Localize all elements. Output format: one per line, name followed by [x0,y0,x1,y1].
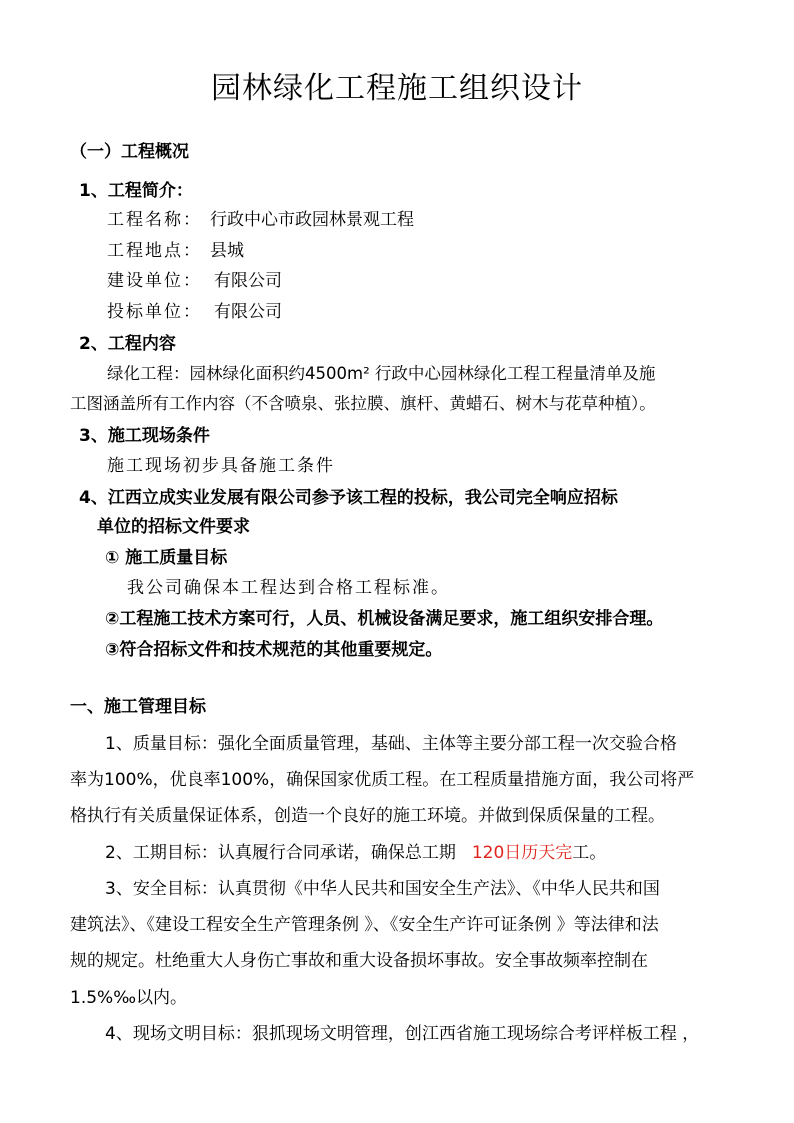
safety-target-line-3: 规的规定。杜绝重大人身伤亡事故和重大设备损坏事故。安全事故频率控制在 [70,951,648,971]
quality-target-line-1: 1、质量目标：强化全面质量管理，基础、主体等主要分部工程一次交验合格 [105,734,677,754]
schedule-duration: 120日历天完 [471,843,573,863]
bidder-row [107,304,282,321]
schedule-target [105,845,606,862]
client-label: 建设单位： [107,271,202,291]
quality-target-line-3: 格执行有关质量保证体系，创造一个良好的施工环境。并做到保质保量的工程。 [70,806,665,826]
project-name-row [107,212,414,229]
client-value: 有限公司 [214,271,282,291]
goals-heading: 一、施工管理目标 [70,697,206,717]
client-row [107,273,282,290]
section-4-line-2: 单位的招标文件要求 [97,517,250,537]
quality-target-line-2: 率为100%，优良率100%，确保国家优质工程。在工程质量措施方面，我公司将严 [70,770,695,790]
civil-target-line-1: 4、现场文明目标：狠抓现场文明管理，创江西省施工现场综合考评样板工程 ， [105,1024,700,1044]
schedule-target-prefix: 2、工期目标：认真履行合同承诺，确保总工期 [105,843,456,863]
project-location-value: 县城 [210,241,244,261]
bidder-label: 投标单位： [107,302,202,322]
section-1-heading: 1、工程简介： [79,181,193,201]
project-location-row [107,243,244,260]
content-line-2: 工图涵盖所有工作内容（不含喷泉、张拉膜、旗杆、黄蜡石、树木与花草种植）。 [70,394,656,413]
technical-plan-item: ②工程施工技术方案可行，人员、机械设备满足要求，施工组织安排合理。 [105,609,664,629]
project-location-label: 工程地点： [107,241,202,261]
section-3-heading: 3、施工现场条件 [79,426,210,446]
schedule-target-suffix: 工。 [572,843,607,863]
safety-target-line-4: 1.5%‰以内。 [70,988,187,1008]
bidder-value: 有限公司 [214,302,282,322]
site-condition-text: 施工现场初步具备施工条件 [107,456,335,476]
document-title: 园林绿化工程施工组织设计 [211,71,583,106]
content-line-1: 绿化工程：园林绿化面积约4500m² 行政中心园林绿化工程工程量清单及施 [107,364,656,383]
quality-goal-text: 我公司确保本工程达到合格工程标准。 [127,578,450,598]
project-name-label: 工程名称： [107,210,202,230]
section-4-line-1: 4、江西立成实业发展有限公司参予该工程的投标，我公司完全响应招标 [79,488,618,508]
compliance-item: ③符合招标文件和技术规范的其他重要规定。 [105,640,443,660]
quality-goal-heading: ① 施工质量目标 [105,548,228,568]
overview-heading: （一）工程概况 [70,142,189,162]
safety-target-line-2: 建筑法》、《建设工程安全生产管理条例 》、《安全生产许可证条例 》等法律和法 [70,915,659,935]
section-2-heading: 2、工程内容 [79,334,176,354]
safety-target-line-1: 3、安全目标：认真贯彻《中华人民共和国安全生产法》、《中华人民共和国 [105,879,660,899]
project-name-value: 行政中心市政园林景观工程 [210,210,414,230]
